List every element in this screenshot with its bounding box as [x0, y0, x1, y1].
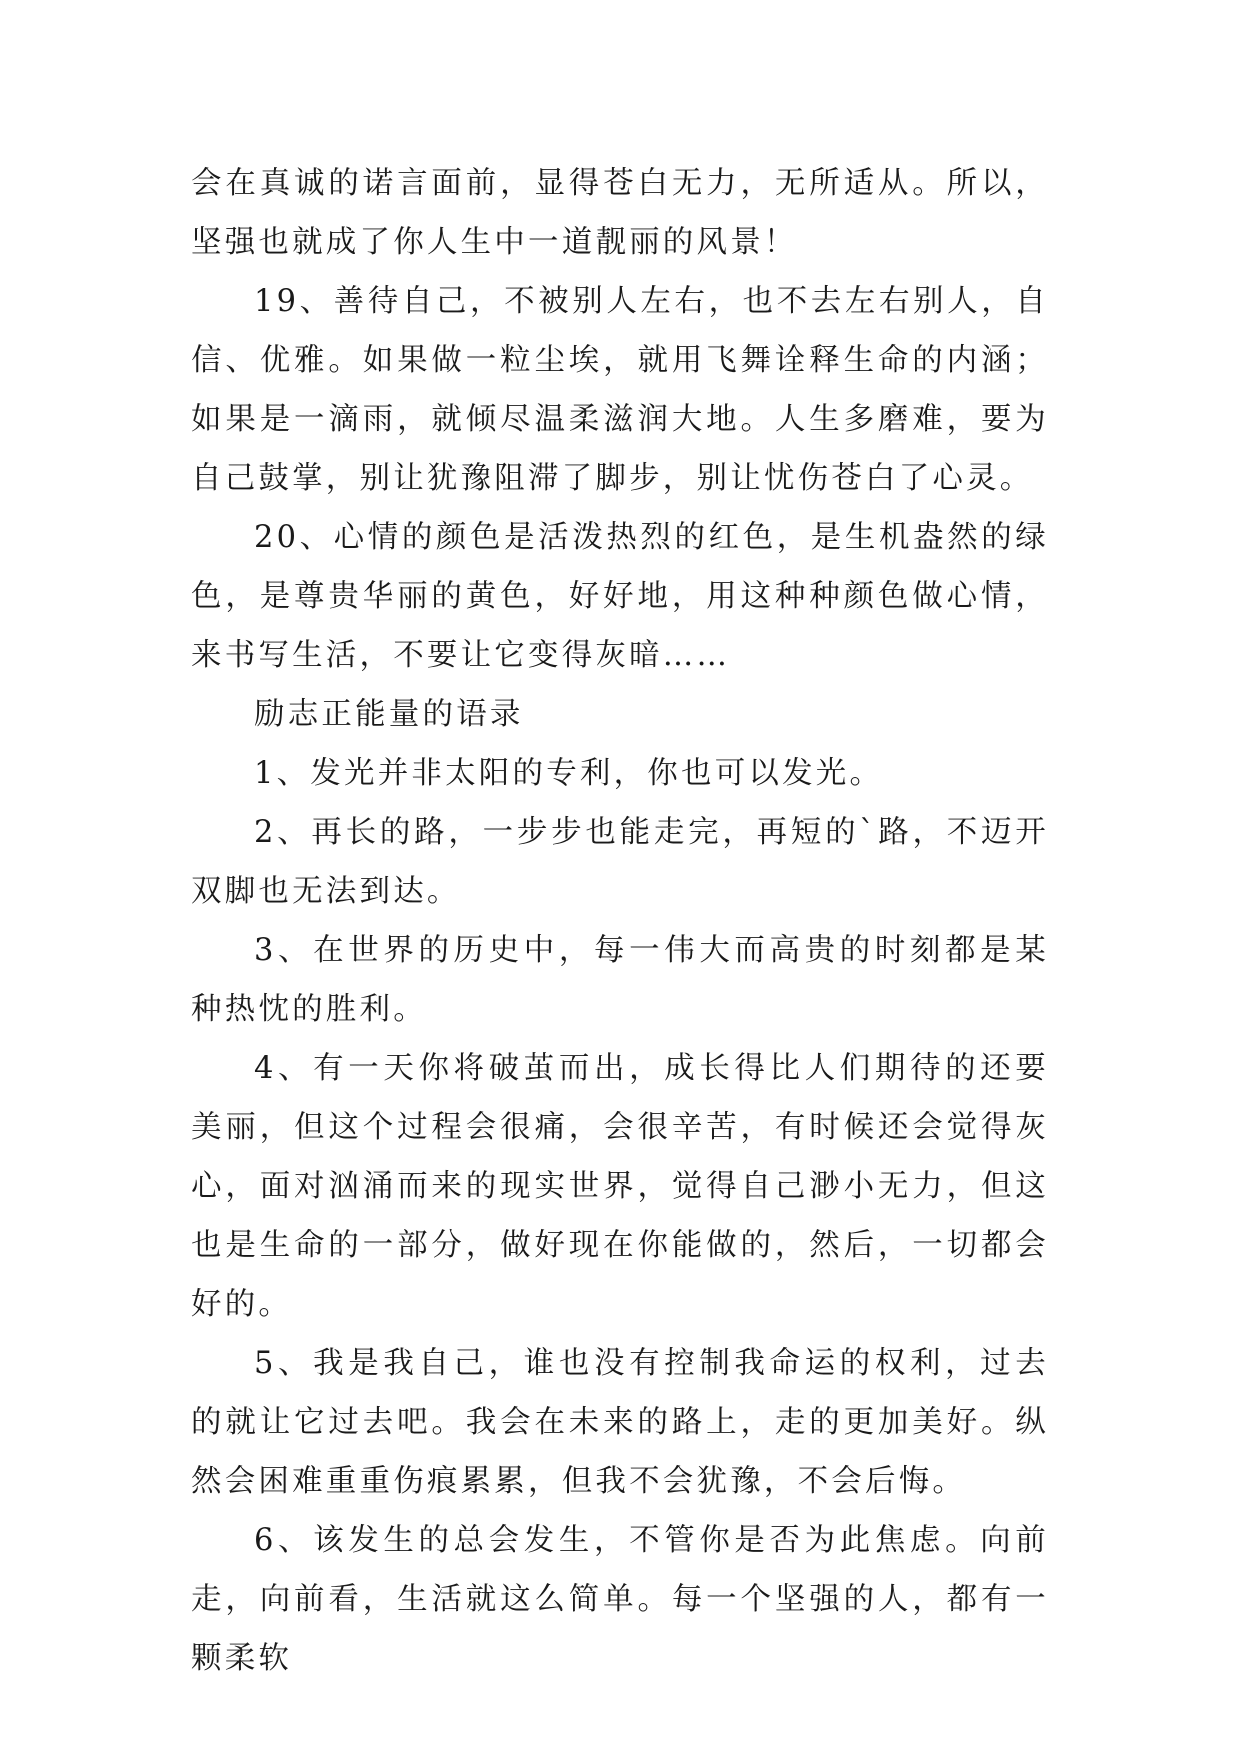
paragraph-quote-3: 3、在世界的历史中，每一伟大而高贵的时刻都是某种热忱的胜利。 [191, 933, 1049, 1027]
paragraph-quote-4: 4、有一天你将破茧而出，成长得比人们期待的还要美丽，但这个过程会很痛，会很辛苦，有时候还会觉得灰心，面对汹涌而来的现实世界，觉得自己渺小无力，但这也是生命的一部分，做好现在你能做的，然后，一切都会好的。 [191, 1051, 1049, 1322]
document-body [191, 154, 1049, 1688]
paragraph-quote-6: 6、该发生的总会发生，不管你是否为此焦虑。向前走，向前看，生活就这么简单。每一个坚强的人，都有一颗柔软 [191, 1523, 1049, 1676]
paragraph-quote-20: 20、心情的颜色是活泼热烈的红色，是生机盎然的绿色，是尊贵华丽的黄色，好好地，用这种种颜色做心情，来书写生活，不要让它变得灰暗…… [191, 520, 1049, 673]
paragraph-quote-2: 2、再长的路，一步步也能走完，再短的`路，不迈开双脚也无法到达。 [191, 815, 1049, 909]
paragraph-quote-1: 1、发光并非太阳的专利，你也可以发光。 [254, 756, 884, 791]
paragraph-continuation: 会在真诚的诺言面前，显得苍白无力，无所适从。所以，坚强也就成了你人生中一道靓丽的风景！ [191, 166, 1049, 260]
paragraph-quote-5: 5、我是我自己，谁也没有控制我命运的权利，过去的就让它过去吧。我会在未来的路上，走的更加美好。纵然会困难重重伤痕累累，但我不会犹豫，不会后悔。 [191, 1346, 1049, 1499]
paragraph-quote-19: 19、善待自己，不被别人左右，也不去左右别人，自信、优雅。如果做一粒尘埃，就用飞舞诠释生命的内涵；如果是一滴雨，就倾尽温柔滋润大地。人生多磨难，要为自己鼓掌，别让犹豫阻滞了脚步，别让忧伤苍白了心灵。 [191, 284, 1049, 496]
section-heading: 励志正能量的语录 [254, 697, 524, 732]
